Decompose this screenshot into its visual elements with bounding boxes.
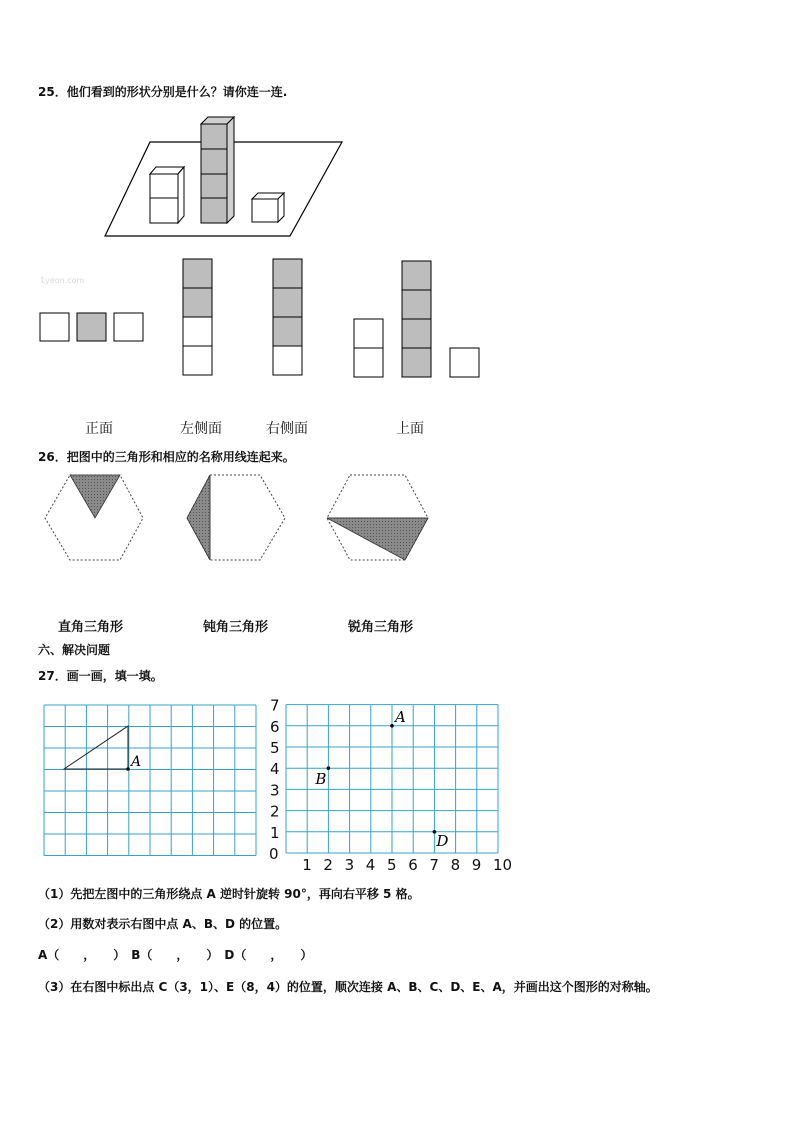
x-tick-label: 8 xyxy=(450,856,461,874)
point-b-label: B xyxy=(315,770,327,789)
y-tick-label: 6 xyxy=(270,717,280,736)
x-tick-label: 7 xyxy=(429,856,439,874)
label-left-side: 左侧面 xyxy=(180,421,222,437)
x-tick-label: 2 xyxy=(323,856,333,874)
y-tick-label: 5 xyxy=(270,739,280,757)
label-obtuse-triangle: 钝角三角形 xyxy=(203,620,269,635)
y-tick-label: 7 xyxy=(270,696,280,715)
label-right-triangle: 直角三角形 xyxy=(58,620,124,635)
y-tick-label: 2 xyxy=(270,802,280,821)
point-b-dot xyxy=(327,766,331,770)
y-tick-label: 4 xyxy=(270,760,280,779)
q26-title: 26．把图中的三角形和相应的名称用线连起来。 xyxy=(38,450,295,464)
q27-sub3: （3）在右图中标出点 C（3，1）、E（8，4）的位置，顺次连接 A、B、C、D、E、A，并画出这个图形的对称轴。 xyxy=(38,980,658,994)
y-tick-label: 3 xyxy=(270,781,280,800)
q27-sub2: （2）用数对表示右图中点 A、B、D 的位置。 xyxy=(38,917,288,931)
section-title: 六、解决问题 xyxy=(38,643,111,657)
watermark: 1yeon.com xyxy=(40,276,85,285)
cube-stack-illustration xyxy=(100,112,350,242)
view-options xyxy=(38,256,483,382)
x-tick-label: 0 xyxy=(269,845,279,863)
label-right-side: 右侧面 xyxy=(266,421,308,437)
x-tick-label: 9 xyxy=(471,856,482,874)
x-tick-label: 5 xyxy=(387,856,397,874)
hexagon-figures xyxy=(40,470,440,570)
q27-answer-line: A（ ， ） B（ ， ） D（ ， ） xyxy=(38,948,313,962)
y-tick-label: 1 xyxy=(270,823,280,842)
left-point-a-label: A xyxy=(131,754,142,770)
x-tick-label: 6 xyxy=(408,856,418,874)
point-d-label: D xyxy=(436,831,449,850)
left-grid xyxy=(43,704,258,856)
label-top: 上面 xyxy=(396,421,424,437)
q25-title: 25．他们看到的形状分别是什么？请你连一连. xyxy=(38,85,288,99)
point-a-dot xyxy=(390,724,394,728)
x-tick-label: 10 xyxy=(493,856,513,874)
label-front: 正面 xyxy=(85,421,113,437)
x-tick-label: 4 xyxy=(365,856,376,874)
q27-title: 27．画一画，填一填。 xyxy=(38,669,163,683)
x-tick-label: 1 xyxy=(302,856,312,874)
point-a-label: A xyxy=(395,707,406,726)
x-tick-label: 3 xyxy=(344,856,355,874)
q27-sub1: （1）先把左图中的三角形绕点 A 逆时针旋转 90°，再向右平移 5 格。 xyxy=(38,887,420,901)
coordinate-grid xyxy=(268,693,513,873)
label-acute-triangle: 锐角三角形 xyxy=(348,620,414,635)
